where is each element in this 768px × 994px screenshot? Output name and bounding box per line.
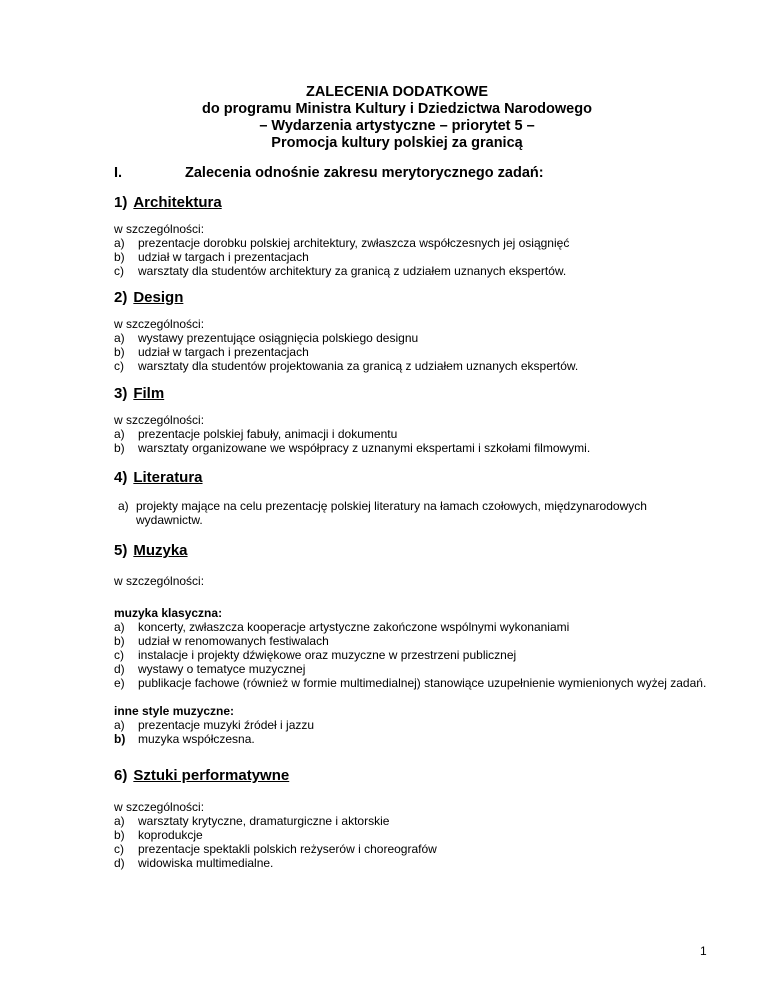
list-item: a) projekty mające na celu prezentację polskiej literatury na łamach czołowych, międzynarodowych wydawnictw.	[118, 499, 647, 527]
section-heading: 4) Literatura	[114, 469, 203, 486]
page-number: 1	[700, 944, 707, 958]
section-title: Muzyka	[133, 542, 188, 559]
part-heading	[114, 164, 544, 182]
section-heading: 5) Muzyka	[114, 542, 188, 559]
list-item: c) instalacje i projekty dźwiękowe oraz muzyczne w przestrzeni publicznej	[114, 648, 517, 662]
section-heading: 2) Design	[114, 289, 184, 306]
document-title	[0, 84, 768, 152]
section-sztuki-performatywne	[114, 767, 714, 870]
subsection-heading: inne style muzyczne:	[114, 704, 235, 718]
section-architektura	[114, 194, 714, 278]
list-item: d) widowiska multimedialne.	[114, 856, 274, 870]
section-intro: w szczególności:	[114, 222, 205, 236]
list-item: e) publikacje fachowe (również w formie multimedialnej) stanowiące uzupełnienie wymienionych wyżej zadań.	[114, 676, 707, 690]
section-intro: w szczególności:	[114, 574, 205, 588]
section-muzyka	[114, 542, 714, 746]
section-film	[114, 385, 714, 455]
list-item: a) koncerty, zwłaszcza kooperacje artystyczne zakończone wspólnymi wykonaniami	[114, 620, 570, 634]
list-item: a) prezentacje muzyki źródeł i jazzu	[114, 718, 315, 732]
section-literatura	[114, 469, 714, 527]
section-title: Architektura	[133, 194, 222, 211]
list-item: a) prezentacje polskiej fabuły, animacji i dokumentu	[114, 427, 398, 441]
list-item: a) warsztaty krytyczne, dramaturgiczne i aktorskie	[114, 814, 390, 828]
section-title: Sztuki performatywne	[133, 767, 290, 784]
section-title: Film	[133, 385, 165, 402]
part-numeral: I.	[114, 165, 123, 181]
section-title: Literatura	[133, 469, 203, 486]
list-item: a) prezentacje dorobku polskiej architektury, zwłaszcza współczesnych jej osiągnięć	[114, 236, 570, 250]
section-heading	[114, 194, 714, 212]
title-line: do programu Ministra Kultury i Dziedzictwa Narodowego	[202, 101, 592, 117]
list-item: c) prezentacje spektakli polskich reżyserów i choreografów	[114, 842, 437, 856]
section-intro: w szczególności:	[114, 413, 205, 427]
list-item: d) wystawy o tematyce muzycznej	[114, 662, 306, 676]
section-intro: w szczególności:	[114, 800, 205, 814]
section-heading: 6) Sztuki performatywne	[114, 767, 290, 784]
list-item: b) udział w targach i prezentacjach	[114, 250, 309, 264]
title-line: Promocja kultury polskiej za granicą	[271, 135, 523, 151]
section-intro: w szczególności:	[114, 317, 205, 331]
list-item: b) muzyka współczesna.	[114, 732, 255, 746]
list-item: b) udział w targach i prezentacjach	[114, 345, 309, 359]
list-item: a) wystawy prezentujące osiągnięcia polskiego designu	[114, 331, 419, 345]
list-item: b) koprodukcje	[114, 828, 203, 842]
title-line: ZALECENIA DODATKOWE	[305, 84, 489, 100]
subsection-heading: muzyka klasyczna:	[114, 606, 223, 620]
section-number: 1)	[114, 194, 128, 211]
list-item: b) udział w renomowanych festiwalach	[114, 634, 329, 648]
section-design	[114, 289, 714, 373]
part-title: Zalecenia odnośnie zakresu merytorycznego zadań:	[185, 165, 544, 181]
title-line: – Wydarzenia artystyczne – priorytet 5 –	[259, 118, 535, 134]
list-item: b) warsztaty organizowane we współpracy z uznanymi ekspertami i szkołami filmowymi.	[114, 441, 591, 455]
section-title: Design	[133, 289, 184, 306]
list-item: c) warsztaty dla studentów architektury za granicą z udziałem uznanych ekspertów.	[114, 264, 567, 278]
list-item: c) warsztaty dla studentów projektowania za granicą z udziałem uznanych ekspertów.	[114, 359, 579, 373]
section-heading: 3) Film	[114, 385, 165, 402]
